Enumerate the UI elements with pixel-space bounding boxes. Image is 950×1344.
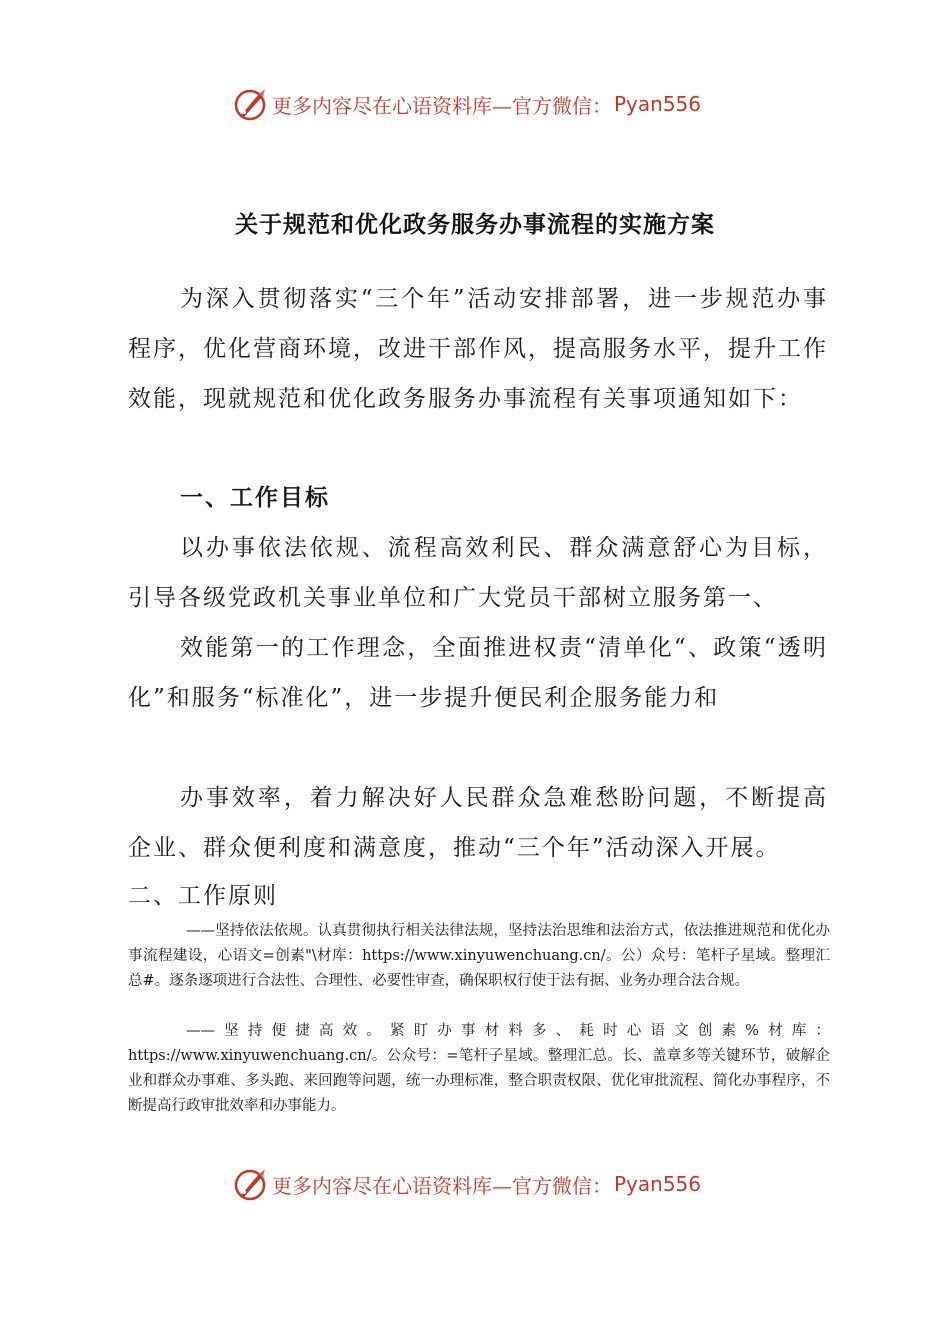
quill-pen-logo-icon xyxy=(232,86,268,122)
section2-heading: 二、工作原则 xyxy=(128,883,278,909)
top-banner xyxy=(232,84,701,124)
quill-pen-logo-icon xyxy=(232,1166,268,1202)
section1-paragraph-2: 效能第一的工作理念，全面推进权责“清单化“、政策“透明化”和服务“标准化”，进一步提升便民利企服务能力和 xyxy=(128,635,828,711)
intro-paragraph: 为深入贯彻落实“三个年”活动安排部署，进一步规范办事程序，优化营商环境，改进干部作风，提高服务水平，提升工作效能，现就规范和优化政务服务办事流程有关事项通知如下： xyxy=(128,286,828,412)
document-title: 关于规范和优化政务服务办事流程的实施方案 xyxy=(235,212,715,238)
principle-2-paragraph: ——坚持便捷高效。紧盯办事材料多、耗时心语文创素%材库：https://www.xinyuwenchuang.cn/。公众号：=笔杆子星域。整理汇总。长、盖章多等关键环节，破解企业和群众办事难、多头跑、来回跑等问题，统一办理标准，整合职责权限、优化审批流程、简化办事程序，不断提高行政审批效率和办事能力。 xyxy=(128,1023,830,1114)
principle-1-paragraph: ——坚持依法依规。认真贯彻执行相关法律法规，坚持法治思维和法治方式，依法推进规范和优化办事流程建设，心语文=创素"\材库：https://www.xinyuwenchuang.cn/。公）众号：笔杆子星域。整理汇总#。逐条逐项进行合法性、合理性、必要性审查，确保职权行使于法有据、业务办理合法合规。 xyxy=(128,923,830,989)
section1-paragraph-3: 办事效率，着力解决好人民群众急难愁盼问题，不断提高企业、群众便利度和满意度，推动“三个年”活动深入开展。 xyxy=(128,785,828,861)
section1-paragraph-1: 以办事依法依规、流程高效利民、群众满意舒心为目标，引导各级党政机关事业单位和广大党员干部树立服务第一、 xyxy=(128,535,828,611)
banner-text: 更多内容尽在心语资料库—官方微信： xyxy=(272,1173,612,1198)
bottom-banner xyxy=(232,1164,701,1204)
section1-heading: 一、工作目标 xyxy=(180,485,330,511)
wechat-id: Pyan556 xyxy=(614,92,702,116)
banner-text: 更多内容尽在心语资料库—官方微信： xyxy=(272,93,612,118)
wechat-id: Pyan556 xyxy=(614,1172,702,1196)
